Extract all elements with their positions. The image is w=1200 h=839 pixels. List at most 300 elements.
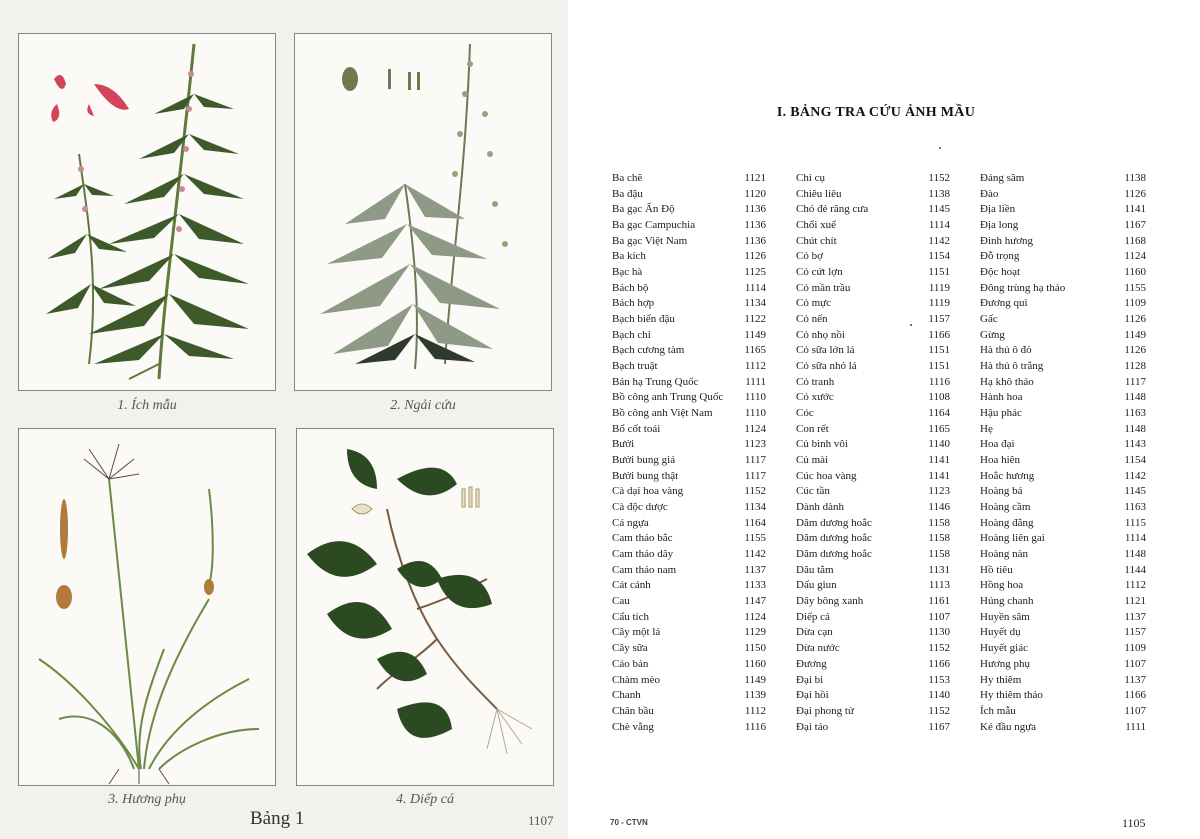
index-entry [980,469,1146,485]
entry-page: 1126 [1124,344,1146,357]
footer-code: 70 - CTVN [610,818,648,827]
entry-page: 1115 [1124,516,1146,529]
index-entry [980,720,1146,736]
entry-name: Chàm mèo [612,673,660,686]
entry-page: 1139 [744,689,766,702]
entry-name: Bán hạ Trung Quốc [612,375,699,388]
index-entry [612,328,766,344]
index-entry [796,171,950,187]
entry-page: 1119 [928,281,950,294]
index-entry [612,265,766,281]
index-entry [612,390,766,406]
entry-name: Cây một lá [612,626,661,639]
entry-name: Đương [796,657,827,670]
entry-name: Hy thiêm [980,673,1022,686]
entry-page: 1166 [1124,689,1146,702]
index-entry [612,673,766,689]
entry-name: Chè vằng [612,720,654,733]
entry-page: 1158 [928,516,950,529]
entry-name: Hành hoa [980,391,1023,404]
index-entry [796,202,950,218]
entry-page: 1120 [744,187,766,200]
entry-page: 1154 [928,250,950,263]
index-entry [612,578,766,594]
entry-name: Cam thảo dây [612,548,674,561]
index-entry [612,281,766,297]
index-entry [796,422,950,438]
entry-page: 1144 [1124,563,1146,576]
entry-name: Cát cánh [612,579,651,592]
page-number-left: 1107 [528,813,554,828]
index-entry [980,673,1146,689]
index-entry [796,390,950,406]
index-entry [796,281,950,297]
entry-page: 1141 [928,454,950,467]
plate-caption: 4. Diếp cá [396,792,454,807]
entry-page: 1153 [928,673,950,686]
entry-name: Bồ công anh Trung Quốc [612,391,724,404]
entry-name: Dâm dương hoắc [796,548,872,561]
entry-name: Củ bình vôi [796,438,848,451]
entry-page: 1142 [1124,469,1146,482]
entry-name: Dây bông xanh [796,595,864,608]
entry-name: Hoàng bá [980,485,1023,498]
index-entry [980,453,1146,469]
plate-huong-phu [18,428,276,786]
entry-name: Cỏ mực [796,297,831,310]
index-column-2 [796,171,950,735]
index-entry [612,234,766,250]
entry-page: 1107 [1124,704,1146,717]
index-entry [612,610,766,626]
index-entry [980,578,1146,594]
index-entry [980,688,1146,704]
index-entry [980,234,1146,250]
entry-page: 1151 [928,360,950,373]
entry-page: 1167 [928,720,950,733]
entry-name: Cỏ sữa lớn lá [796,344,855,357]
entry-page: 1160 [744,657,766,670]
index-entry [612,547,766,563]
entry-name: Cà dại hoa vàng [612,485,684,498]
entry-page: 1111 [745,375,766,388]
entry-page: 1163 [1124,407,1146,420]
entry-page: 1141 [1124,203,1146,216]
entry-page: 1141 [928,469,950,482]
entry-name: Dừa cạn [796,626,833,639]
entry-name: Ba gạc Ấn Độ [612,203,675,216]
index-entry [612,312,766,328]
entry-page: 1149 [744,328,766,341]
entry-page: 1123 [744,438,766,451]
entry-page: 1163 [1124,501,1146,514]
entry-page: 1146 [928,501,950,514]
index-entry [796,531,950,547]
entry-name: Đại hồi [796,689,829,702]
entry-page: 1148 [1124,548,1146,561]
entry-name: Bưởi bung thật [612,469,679,482]
index-entry [612,343,766,359]
plate-caption: 1. Ích mẫu [117,398,177,413]
entry-name: Bạch cương tàm [612,344,685,357]
index-entry [612,688,766,704]
entry-page: 1126 [744,250,766,263]
index-entry [980,390,1146,406]
index-entry [980,422,1146,438]
index-entry [980,202,1146,218]
index-entry [796,469,950,485]
index-entry [980,296,1146,312]
index-entry [796,594,950,610]
entry-page: 1154 [1124,454,1146,467]
entry-name: Bạch chỉ [612,328,651,341]
entry-name: Chân bầu [612,704,654,717]
entry-page: 1129 [744,626,766,639]
entry-name: Ba gạc Việt Nam [612,234,688,247]
entry-name: Đỗ trọng [980,250,1020,263]
entry-name: Đại bi [796,673,824,686]
index-entry [612,187,766,203]
entry-name: Độc hoạt [980,266,1021,279]
entry-name: Dừa nước [796,642,840,655]
index-entry [612,641,766,657]
index-entry [796,187,950,203]
entry-page: 1114 [1124,532,1146,545]
index-entry [796,610,950,626]
entry-name: Địa liền [980,203,1016,216]
index-entry [980,484,1146,500]
entry-name: Hoa đại [980,438,1015,451]
index-entry [796,453,950,469]
entry-name: Hồ tiêu [980,563,1013,576]
entry-name: Cỏ xước [796,391,834,404]
entry-name: Cỏ nhọ nồi [796,328,845,341]
index-entry [980,531,1146,547]
entry-name: Hạ khô thảo [980,375,1034,388]
entry-page: 1151 [928,344,950,357]
entry-name: Cáo bản [612,657,649,670]
entry-page: 1117 [744,454,766,467]
page-number-right: 1105 [1122,816,1146,830]
plate-caption: 2. Ngải cứu [390,398,456,413]
index-entry [980,265,1146,281]
index-entry [796,375,950,391]
entry-page: 1112 [744,704,766,717]
index-entry [980,187,1146,203]
entry-page: 1157 [1124,626,1146,639]
entry-page: 1117 [744,469,766,482]
entry-page: 1112 [744,360,766,373]
entry-page: 1138 [1124,172,1146,184]
entry-page: 1164 [928,407,950,420]
index-entry [980,641,1146,657]
entry-page: 1136 [744,203,766,216]
index-column-3 [980,171,1146,735]
entry-name: Cam thảo nam [612,563,677,576]
index-entry [612,202,766,218]
index-entry [980,375,1146,391]
index-entry [980,312,1146,328]
entry-page: 1114 [744,281,766,294]
entry-page: 1111 [1125,720,1146,733]
index-entry [980,437,1146,453]
index-entry [612,469,766,485]
entry-name: Chút chít [796,234,837,247]
entry-name: Hy thiêm thảo [980,689,1043,702]
entry-name: Cam thảo bắc [612,532,673,545]
entry-name: Hoa hiên [980,454,1021,467]
entry-page: 1128 [1124,360,1146,373]
entry-page: 1147 [744,595,766,608]
entry-name: Gấc [980,313,998,326]
index-page [590,100,1162,839]
entry-page: 1133 [744,579,766,592]
entry-name: Cỏ sữa nhỏ lá [796,360,857,373]
entry-page: 1109 [1124,297,1146,310]
index-entry [612,422,766,438]
entry-page: 1140 [928,438,950,451]
index-entry [980,516,1146,532]
entry-name: Cẩu tích [612,610,649,623]
entry-page: 1136 [744,234,766,247]
index-entry [796,673,950,689]
index-entry [796,547,950,563]
entry-name: Cà độc dược [612,501,668,514]
entry-page: 1134 [744,297,766,310]
entry-page: 1110 [744,407,766,420]
huong-phu-illustration [19,429,277,787]
entry-page: 1165 [744,344,766,357]
plate-caption: 3. Hương phụ [108,792,186,807]
entry-page: 1137 [744,563,766,576]
index-entry [796,234,950,250]
index-entry [612,437,766,453]
index-entry [612,218,766,234]
index-entry [980,249,1146,265]
entry-page: 1130 [928,626,950,639]
entry-page: 1158 [928,532,950,545]
entry-page: 1142 [928,234,950,247]
index-entry [980,343,1146,359]
entry-name: Bách hợp [612,297,655,310]
index-entry [796,688,950,704]
entry-name: Đương qui [980,297,1028,310]
entry-name: Cóc [796,407,814,420]
entry-page: 1116 [744,720,766,733]
index-entry [980,657,1146,673]
index-column-1 [612,171,766,735]
entry-name: Đại táo [796,720,829,733]
entry-page: 1167 [1124,219,1146,232]
entry-page: 1149 [1124,328,1146,341]
page-speck [939,147,941,149]
entry-page: 1152 [744,485,766,498]
entry-page: 1134 [744,501,766,514]
index-entry [980,704,1146,720]
index-entry [796,563,950,579]
index-entry [796,328,950,344]
entry-name: Dâm dương hoắc [796,516,872,529]
entry-name: Củ mài [796,454,829,467]
entry-name: Hoàng cầm [980,501,1031,514]
entry-name: Hoàng đằng [980,516,1034,529]
entry-page: 1137 [1124,610,1146,623]
entry-page: 1161 [928,595,950,608]
index-entry [612,563,766,579]
entry-page: 1143 [1124,438,1146,451]
index-entry [612,594,766,610]
index-entry [980,547,1146,563]
entry-name: Ba chẽ [612,172,643,184]
entry-name: Húng chanh [980,595,1034,608]
entry-name: Cỏ mần trầu [796,281,851,294]
index-entry [980,563,1146,579]
entry-name: Bổ cốt toái [612,422,661,435]
entry-page: 1149 [744,673,766,686]
entry-name: Bồ công anh Việt Nam [612,407,713,420]
index-entry [612,720,766,736]
entry-page: 1122 [744,313,766,326]
index-entry [796,265,950,281]
index-entry [612,406,766,422]
entry-name: Hậu phác [980,407,1022,420]
index-entry [796,720,950,736]
index-entry [612,359,766,375]
entry-page: 1152 [928,642,950,655]
index-entry [980,406,1146,422]
index-entry [980,500,1146,516]
index-entry [796,406,950,422]
ngai-cuu-illustration [295,34,553,392]
index-entry [612,704,766,720]
entry-page: 1150 [744,642,766,655]
index-entry [612,500,766,516]
entry-name: Cau [612,595,630,608]
index-entry [796,312,950,328]
index-entry [796,249,950,265]
index-entry [796,343,950,359]
plate-diep-ca [296,428,554,786]
entry-page: 1140 [928,689,950,702]
index-entry [796,625,950,641]
entry-page: 1116 [928,375,950,388]
plate-ngai-cuu [294,33,552,391]
entry-page: 1158 [928,548,950,561]
entry-page: 1148 [1124,391,1146,404]
entry-page: 1123 [928,485,950,498]
index-entry [796,296,950,312]
entry-page: 1124 [744,422,766,435]
entry-name: Bạch biển đậu [612,313,675,326]
entry-name: Hoắc hương [980,469,1035,482]
entry-name: Ích mẫu [980,704,1016,717]
entry-name: Ba gạc Campuchia [612,219,696,232]
entry-page: 1124 [1124,250,1146,263]
entry-name: Bạc hà [612,266,643,279]
entry-name: Huyết dụ [980,626,1021,639]
entry-name: Dâu tằm [796,563,834,576]
entry-page: 1165 [928,422,950,435]
index-entry [796,641,950,657]
entry-page: 1112 [1124,579,1146,592]
index-entry [980,625,1146,641]
entry-name: Cỏ tranh [796,375,835,388]
index-entry [796,704,950,720]
index-entry [980,610,1146,626]
entry-name: Hà thủ ô đỏ [980,344,1032,357]
entry-page: 1151 [928,266,950,279]
entry-page: 1157 [928,313,950,326]
entry-name: Huyết giác [980,642,1028,655]
entry-name: Cúc tần [796,485,830,498]
page-heading: I. BẢNG TRA CỨU ẢNH MẦU [776,105,976,120]
index-entry [612,375,766,391]
entry-page: 1107 [928,610,950,623]
entry-name: Bưởi bung giả [612,454,676,467]
index-entry [796,484,950,500]
ich-mau-illustration [19,34,277,392]
entry-name: Chỉ cụ [796,172,826,184]
entry-name: Cỏ bợ [796,250,823,263]
index-entry [612,296,766,312]
index-entry [796,516,950,532]
entry-page: 1137 [1124,673,1146,686]
entry-page: 1121 [744,172,766,184]
entry-page: 1110 [744,391,766,404]
entry-name: Ba đậu [612,187,643,200]
entry-name: Đinh hương [980,234,1034,247]
entry-name: Đông trùng hạ thảo [980,281,1066,294]
index-entry [980,281,1146,297]
plate-title: Bảng 1 [250,808,305,829]
entry-name: Huyền sâm [980,610,1030,623]
entry-page: 1131 [928,563,950,576]
index-entry [612,453,766,469]
plate-ich-mau [18,33,276,391]
entry-name: Bách bộ [612,281,649,294]
entry-name: Bưởi [612,438,635,451]
entry-page: 1142 [744,548,766,561]
entry-name: Con rết [796,422,829,435]
index-entry [612,516,766,532]
entry-page: 1138 [928,187,950,200]
entry-name: Cây sữa [612,642,648,655]
index-entry [612,531,766,547]
index-entry [612,484,766,500]
entry-page: 1166 [928,657,950,670]
index-entry [980,594,1146,610]
entry-name: Hà thủ ô trắng [980,360,1044,373]
entry-name: Cúc hoa vàng [796,469,857,482]
index-entry [980,328,1146,344]
entry-name: Hồng hoa [980,579,1024,592]
entry-page: 1152 [928,172,950,184]
entry-name: Ké đầu ngựa [980,720,1037,733]
index-entry [796,437,950,453]
entry-page: 1108 [928,391,950,404]
entry-page: 1155 [744,532,766,545]
index-entry [612,625,766,641]
entry-page: 1124 [744,610,766,623]
entry-name: Chó đẻ răng cưa [796,203,869,216]
entry-page: 1145 [928,203,950,216]
entry-name: Cỏ nến [796,313,828,326]
index-entry [980,218,1146,234]
entry-page: 1148 [1124,422,1146,435]
entry-name: Chanh [612,689,641,702]
entry-name: Hẹ [980,422,993,435]
entry-page: 1107 [1124,657,1146,670]
